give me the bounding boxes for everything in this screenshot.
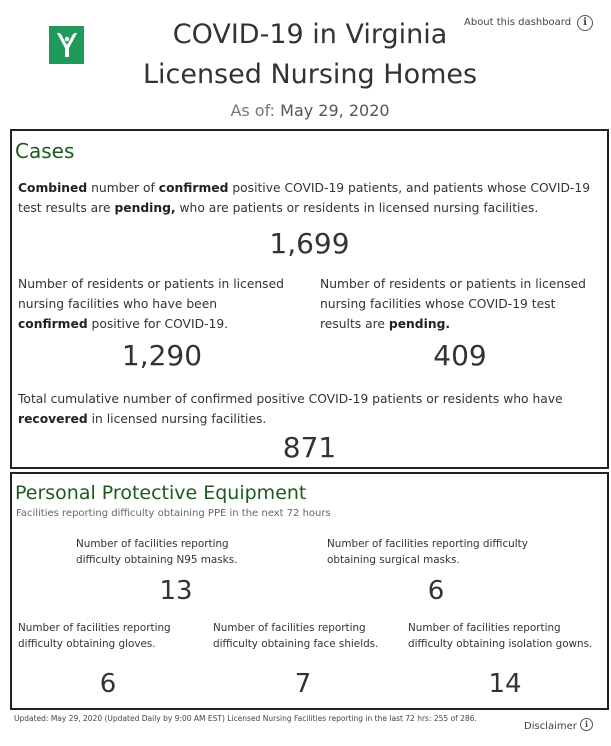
recovered-text-1: Total cumulative number of confirmed positive COVID-19 patients or residents who have [18,392,563,406]
combined-word: Combined [18,181,88,195]
surgical-value: 6 [427,576,445,606]
pending-value: 409 [433,339,487,372]
gloves-value: 6 [99,669,117,699]
pending-word: pending, [114,201,176,215]
about-dashboard-link[interactable]: About this dashboard [464,17,572,28]
gloves-label: Number of facilities reporting difficulty obtaining gloves. [18,622,171,650]
disclaimer-link[interactable]: Disclaimer [524,721,577,732]
ppe-panel [10,472,609,710]
pending-description [320,274,600,334]
cases-section-title: Cases [15,139,75,163]
virginia-health-logo-icon [49,26,84,64]
as-of-label: As of: [230,101,276,120]
ppe-section-title: Personal Protective Equipment [15,482,307,504]
page-title-line2: Licensed Nursing Homes [142,59,478,90]
combined-text-2: positive COVID-19 patients, and patients whose COVID-19 test results are [18,181,591,215]
recovered-description [18,389,598,429]
surgical-label: Number of facilities reporting difficulty obtaining surgical masks. [327,538,528,566]
recovered-bold: recovered [18,412,88,426]
cases-panel [10,129,609,469]
info-icon[interactable]: i [577,15,593,31]
confirmed-word: confirmed [158,181,229,195]
confirmed-description [18,274,288,334]
combined-description [18,178,598,218]
ppe-subtitle: Facilities reporting difficulty obtaining PPE in the next 72 hours [16,508,331,519]
combined-value: 1,699 [269,227,350,260]
combined-text-3: who are patients or residents in licensed nursing facilities. [175,201,539,215]
confirmed-text-1: Number of residents or patients in licensed nursing facilities who have been [18,277,284,311]
pending-text-1: Number of residents or patients in licensed nursing facilities whose COVID-19 test results are [320,277,586,331]
recovered-value: 871 [282,431,337,464]
face-shields-label: Number of facilities reporting difficulty obtaining face shields. [213,622,379,650]
recovered-text-2: in licensed nursing facilities. [87,412,267,426]
gowns-label: Number of facilities reporting difficulty obtaining isolation gowns. [408,622,593,650]
n95-value: 13 [159,576,193,606]
confirmed-bold: confirmed [18,317,88,331]
n95-label: Number of facilities reporting difficulty obtaining N95 masks. [76,538,238,566]
as-of-date [110,101,510,120]
updated-footnote: Updated: May 29, 2020 (Updated Daily by 9:00 AM EST) Licensed Nursing Facilities reporting in the last 72 hrs: 255 of 286. [14,714,477,723]
face-shields-value: 7 [294,669,312,699]
gowns-value: 14 [488,669,522,699]
confirmed-text-2: positive for COVID-19. [87,317,229,331]
confirmed-value: 1,290 [121,339,203,372]
pending-bold: pending. [388,317,451,331]
combined-text-1: number of [87,181,159,195]
as-of-value: May 29, 2020 [280,101,390,120]
page-title-line1: COVID-19 in Virginia [172,19,448,50]
disclaimer-info-icon[interactable]: i [580,718,593,731]
